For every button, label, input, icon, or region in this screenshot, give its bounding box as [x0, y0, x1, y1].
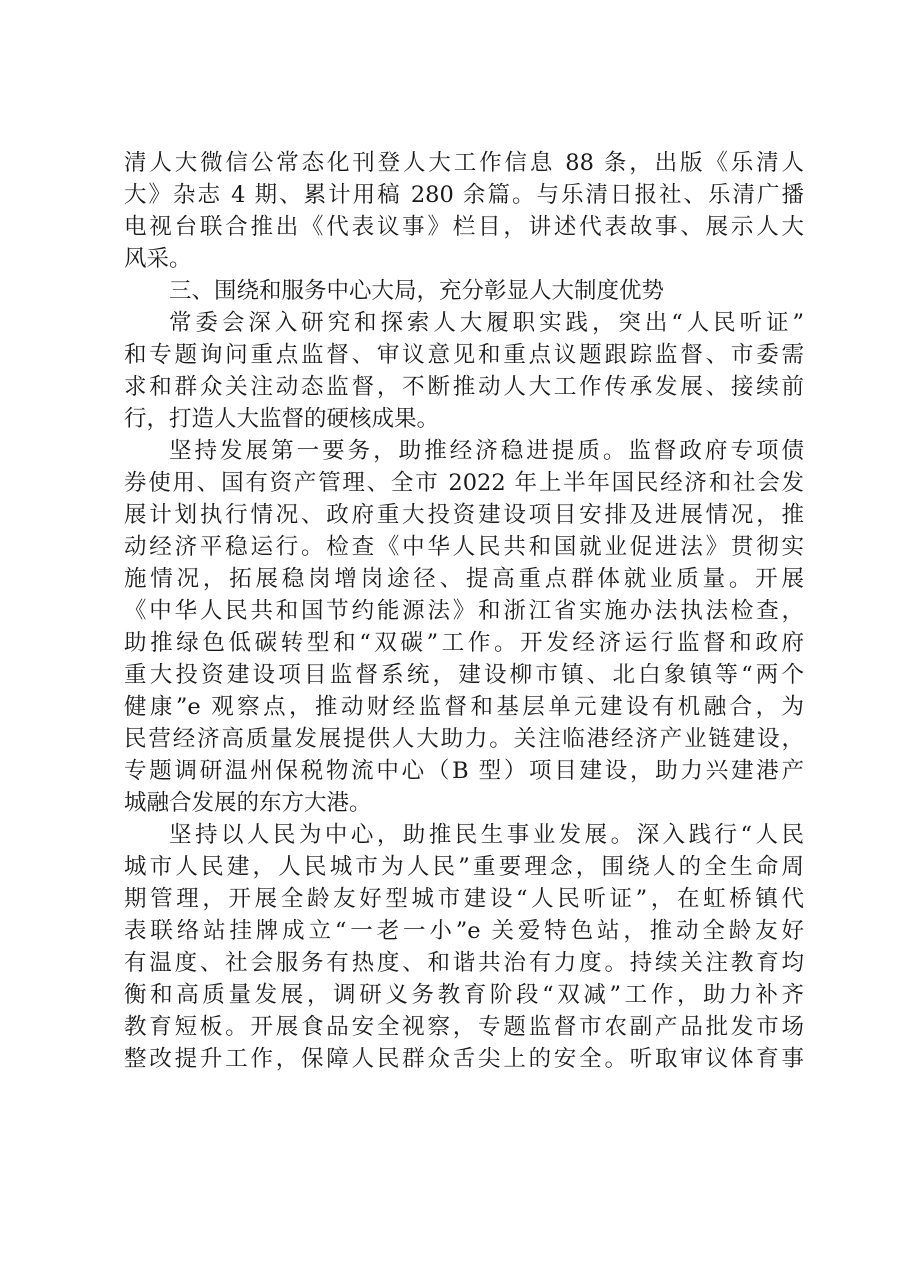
text-line: 常委会深入研究和探索人大履职实践，突出“人民听证”: [169, 310, 804, 336]
text-line: 《中华人民共和国节约能源法》和浙江省实施办法执法检查，: [124, 598, 804, 624]
paragraph: [124, 275, 804, 307]
text-line: 表联络站挂牌成立“一老一小”e 关爱特色站，推动全龄友好: [124, 918, 804, 944]
paragraph: [124, 435, 804, 819]
text-line: 求和群众关注动态监督，不断推动人大工作传承发展、接续前: [124, 374, 804, 400]
text-line: 衡和高质量发展，调研义务教育阶段“双减”工作，助力补齐: [124, 982, 804, 1008]
text-line: 施情况，拓展稳岗增岗途径、提高重点群体就业质量。开展: [124, 566, 804, 592]
text-line: 有温度、社会服务有热度、和谐共治有力度。持续关注教育均: [124, 950, 804, 976]
text-line: 教育短板。开展食品安全视察，专题监督市农副产品批发市场: [124, 1014, 804, 1040]
text-line: 清人大微信公常态化刊登人大工作信息 88 条，出版《乐清人: [124, 150, 804, 176]
text-line: 电视台联合推出《代表议事》栏目，讲述代表故事、展示人大: [124, 214, 804, 240]
text-line: 券使用、国有资产管理、全市 2022 年上半年国民经济和社会发: [124, 470, 804, 496]
text-line: 坚持以人民为中心，助推民生事业发展。深入践行“人民: [169, 822, 804, 848]
text-line: 整改提升工作，保障人民群众舌尖上的安全。听取审议体育事: [124, 1046, 804, 1072]
text-line: 城融合发展的东方大港。: [124, 790, 372, 816]
text-line: 展计划执行情况、政府重大投资建设项目安排及进展情况，推: [124, 502, 804, 528]
text-line: 行，打造人大监督的硬核成果。: [124, 406, 440, 432]
text-line: 城市人民建，人民城市为人民”重要理念，围绕人的全生命周: [124, 854, 804, 880]
paragraph: [124, 147, 804, 275]
text-line: 专题调研温州保税物流中心（B 型）项目建设，助力兴建港产: [124, 758, 804, 784]
text-line: 三、围绕和服务中心大局，充分彰显人大制度优势: [169, 278, 665, 304]
text-line: 民营经济高质量发展提供人大助力。关注临港经济产业链建设，: [124, 726, 804, 752]
paragraph: [124, 307, 804, 435]
text-line: 和专题询问重点监督、审议意见和重点议题跟踪监督、市委需: [124, 342, 804, 368]
text-line: 健康”e 观察点，推动财经监督和基层单元建设有机融合，为: [124, 694, 804, 720]
text-line: 大》杂志 4 期、累计用稿 280 余篇。与乐清日报社、乐清广播: [124, 182, 804, 208]
text-line: 期管理，开展全龄友好型城市建设“人民听证”，在虹桥镇代: [124, 886, 804, 912]
text-line: 动经济平稳运行。检查《中华人民共和国就业促进法》贯彻实: [124, 534, 804, 560]
text-line: 重大投资建设项目监督系统，建设柳市镇、北白象镇等“两个: [124, 662, 804, 688]
paragraph: [124, 819, 804, 1075]
text-line: 助推绿色低碳转型和“双碳”工作。开发经济运行监督和政府: [124, 630, 804, 656]
text-line: 坚持发展第一要务，助推经济稳进提质。监督政府专项债: [169, 438, 804, 464]
document-body: [124, 147, 804, 1075]
text-line: 风采。: [124, 246, 192, 272]
